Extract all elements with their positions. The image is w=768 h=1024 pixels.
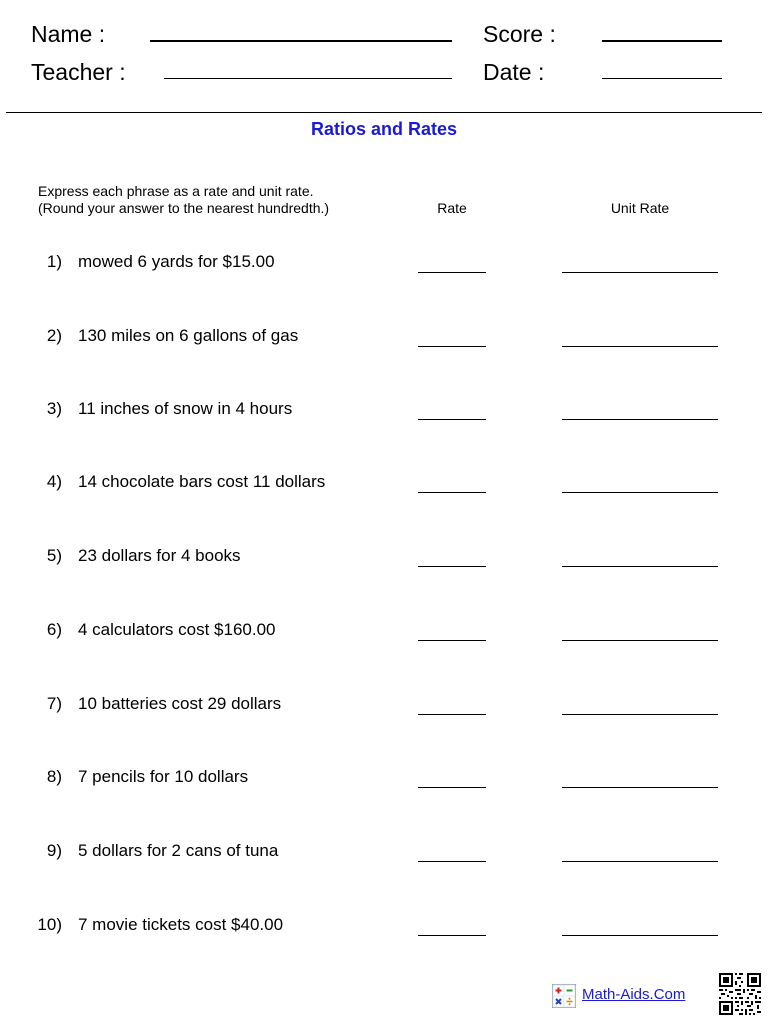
problem-number: 9) <box>46 841 62 860</box>
problem-text: 7 pencils for 10 dollars <box>78 767 249 786</box>
problem-text: 5 dollars for 2 cans of tuna <box>78 841 279 860</box>
rate-answer-blank[interactable] <box>418 935 486 936</box>
name-field[interactable] <box>150 40 452 42</box>
rate-answer-blank[interactable] <box>418 492 486 493</box>
date-field[interactable] <box>602 78 722 79</box>
unit-rate-answer-blank[interactable] <box>562 714 718 715</box>
rate-answer-blank[interactable] <box>418 272 486 273</box>
unit-rate-answer-blank[interactable] <box>562 566 718 567</box>
unit-rate-answer-blank[interactable] <box>562 787 718 788</box>
name-label: Name : <box>31 21 106 47</box>
problem-text: 4 calculators cost $160.00 <box>78 620 276 639</box>
instructions-line-2: (Round your answer to the nearest hundredth.) <box>38 200 330 216</box>
column-header-unit-rate: Unit Rate <box>610 200 670 216</box>
unit-rate-answer-blank[interactable] <box>562 492 718 493</box>
date-label: Date : <box>483 59 545 85</box>
problem-number: 6) <box>46 620 62 639</box>
problem-text: 23 dollars for 4 books <box>78 546 241 565</box>
problem-number: 4) <box>46 472 62 491</box>
page-title: Ratios and Rates <box>310 119 458 139</box>
problem-number: 3) <box>46 399 62 418</box>
problem-text: 11 inches of snow in 4 hours <box>78 399 293 418</box>
qr-code-icon <box>719 973 761 1015</box>
instructions <box>38 183 329 217</box>
header-divider <box>6 112 762 113</box>
unit-rate-answer-blank[interactable] <box>562 640 718 641</box>
rate-answer-blank[interactable] <box>418 346 486 347</box>
column-header-rate: Rate <box>437 200 467 216</box>
problem-row <box>0 841 768 881</box>
problem-text: mowed 6 yards for $15.00 <box>78 252 275 271</box>
problem-row <box>0 620 768 660</box>
unit-rate-answer-blank[interactable] <box>562 419 718 420</box>
rate-answer-blank[interactable] <box>418 861 486 862</box>
problem-text: 14 chocolate bars cost 11 dollars <box>78 472 326 491</box>
rate-answer-blank[interactable] <box>418 714 486 715</box>
score-label: Score : <box>483 21 556 47</box>
unit-rate-answer-blank[interactable] <box>562 861 718 862</box>
calculator-icon <box>552 984 576 1008</box>
problem-number: 1) <box>46 252 62 271</box>
problem-number: 8) <box>46 767 62 786</box>
problem-row <box>0 767 768 807</box>
problem-text: 7 movie tickets cost $40.00 <box>78 915 284 934</box>
problem-row <box>0 326 768 366</box>
rate-answer-blank[interactable] <box>418 566 486 567</box>
rate-answer-blank[interactable] <box>418 419 486 420</box>
problem-number: 2) <box>46 326 62 345</box>
unit-rate-answer-blank[interactable] <box>562 272 718 273</box>
problem-row <box>0 252 768 292</box>
instructions-line-1: Express each phrase as a rate and unit rate. <box>38 183 314 199</box>
teacher-field[interactable] <box>164 78 452 79</box>
problem-number: 7) <box>46 694 62 713</box>
score-field[interactable] <box>602 40 722 42</box>
problem-row <box>0 694 768 734</box>
math-aids-link[interactable]: Math-Aids.Com <box>582 986 686 1003</box>
problem-text: 130 miles on 6 gallons of gas <box>78 326 299 345</box>
problem-text: 10 batteries cost 29 dollars <box>78 694 282 713</box>
unit-rate-answer-blank[interactable] <box>562 346 718 347</box>
problem-number: 10) <box>37 915 62 934</box>
problem-row <box>0 472 768 512</box>
problem-row <box>0 915 768 955</box>
rate-answer-blank[interactable] <box>418 787 486 788</box>
unit-rate-answer-blank[interactable] <box>562 935 718 936</box>
teacher-label: Teacher : <box>31 59 126 85</box>
problem-row <box>0 546 768 586</box>
problem-row <box>0 399 768 439</box>
problem-number: 5) <box>46 546 62 565</box>
rate-answer-blank[interactable] <box>418 640 486 641</box>
